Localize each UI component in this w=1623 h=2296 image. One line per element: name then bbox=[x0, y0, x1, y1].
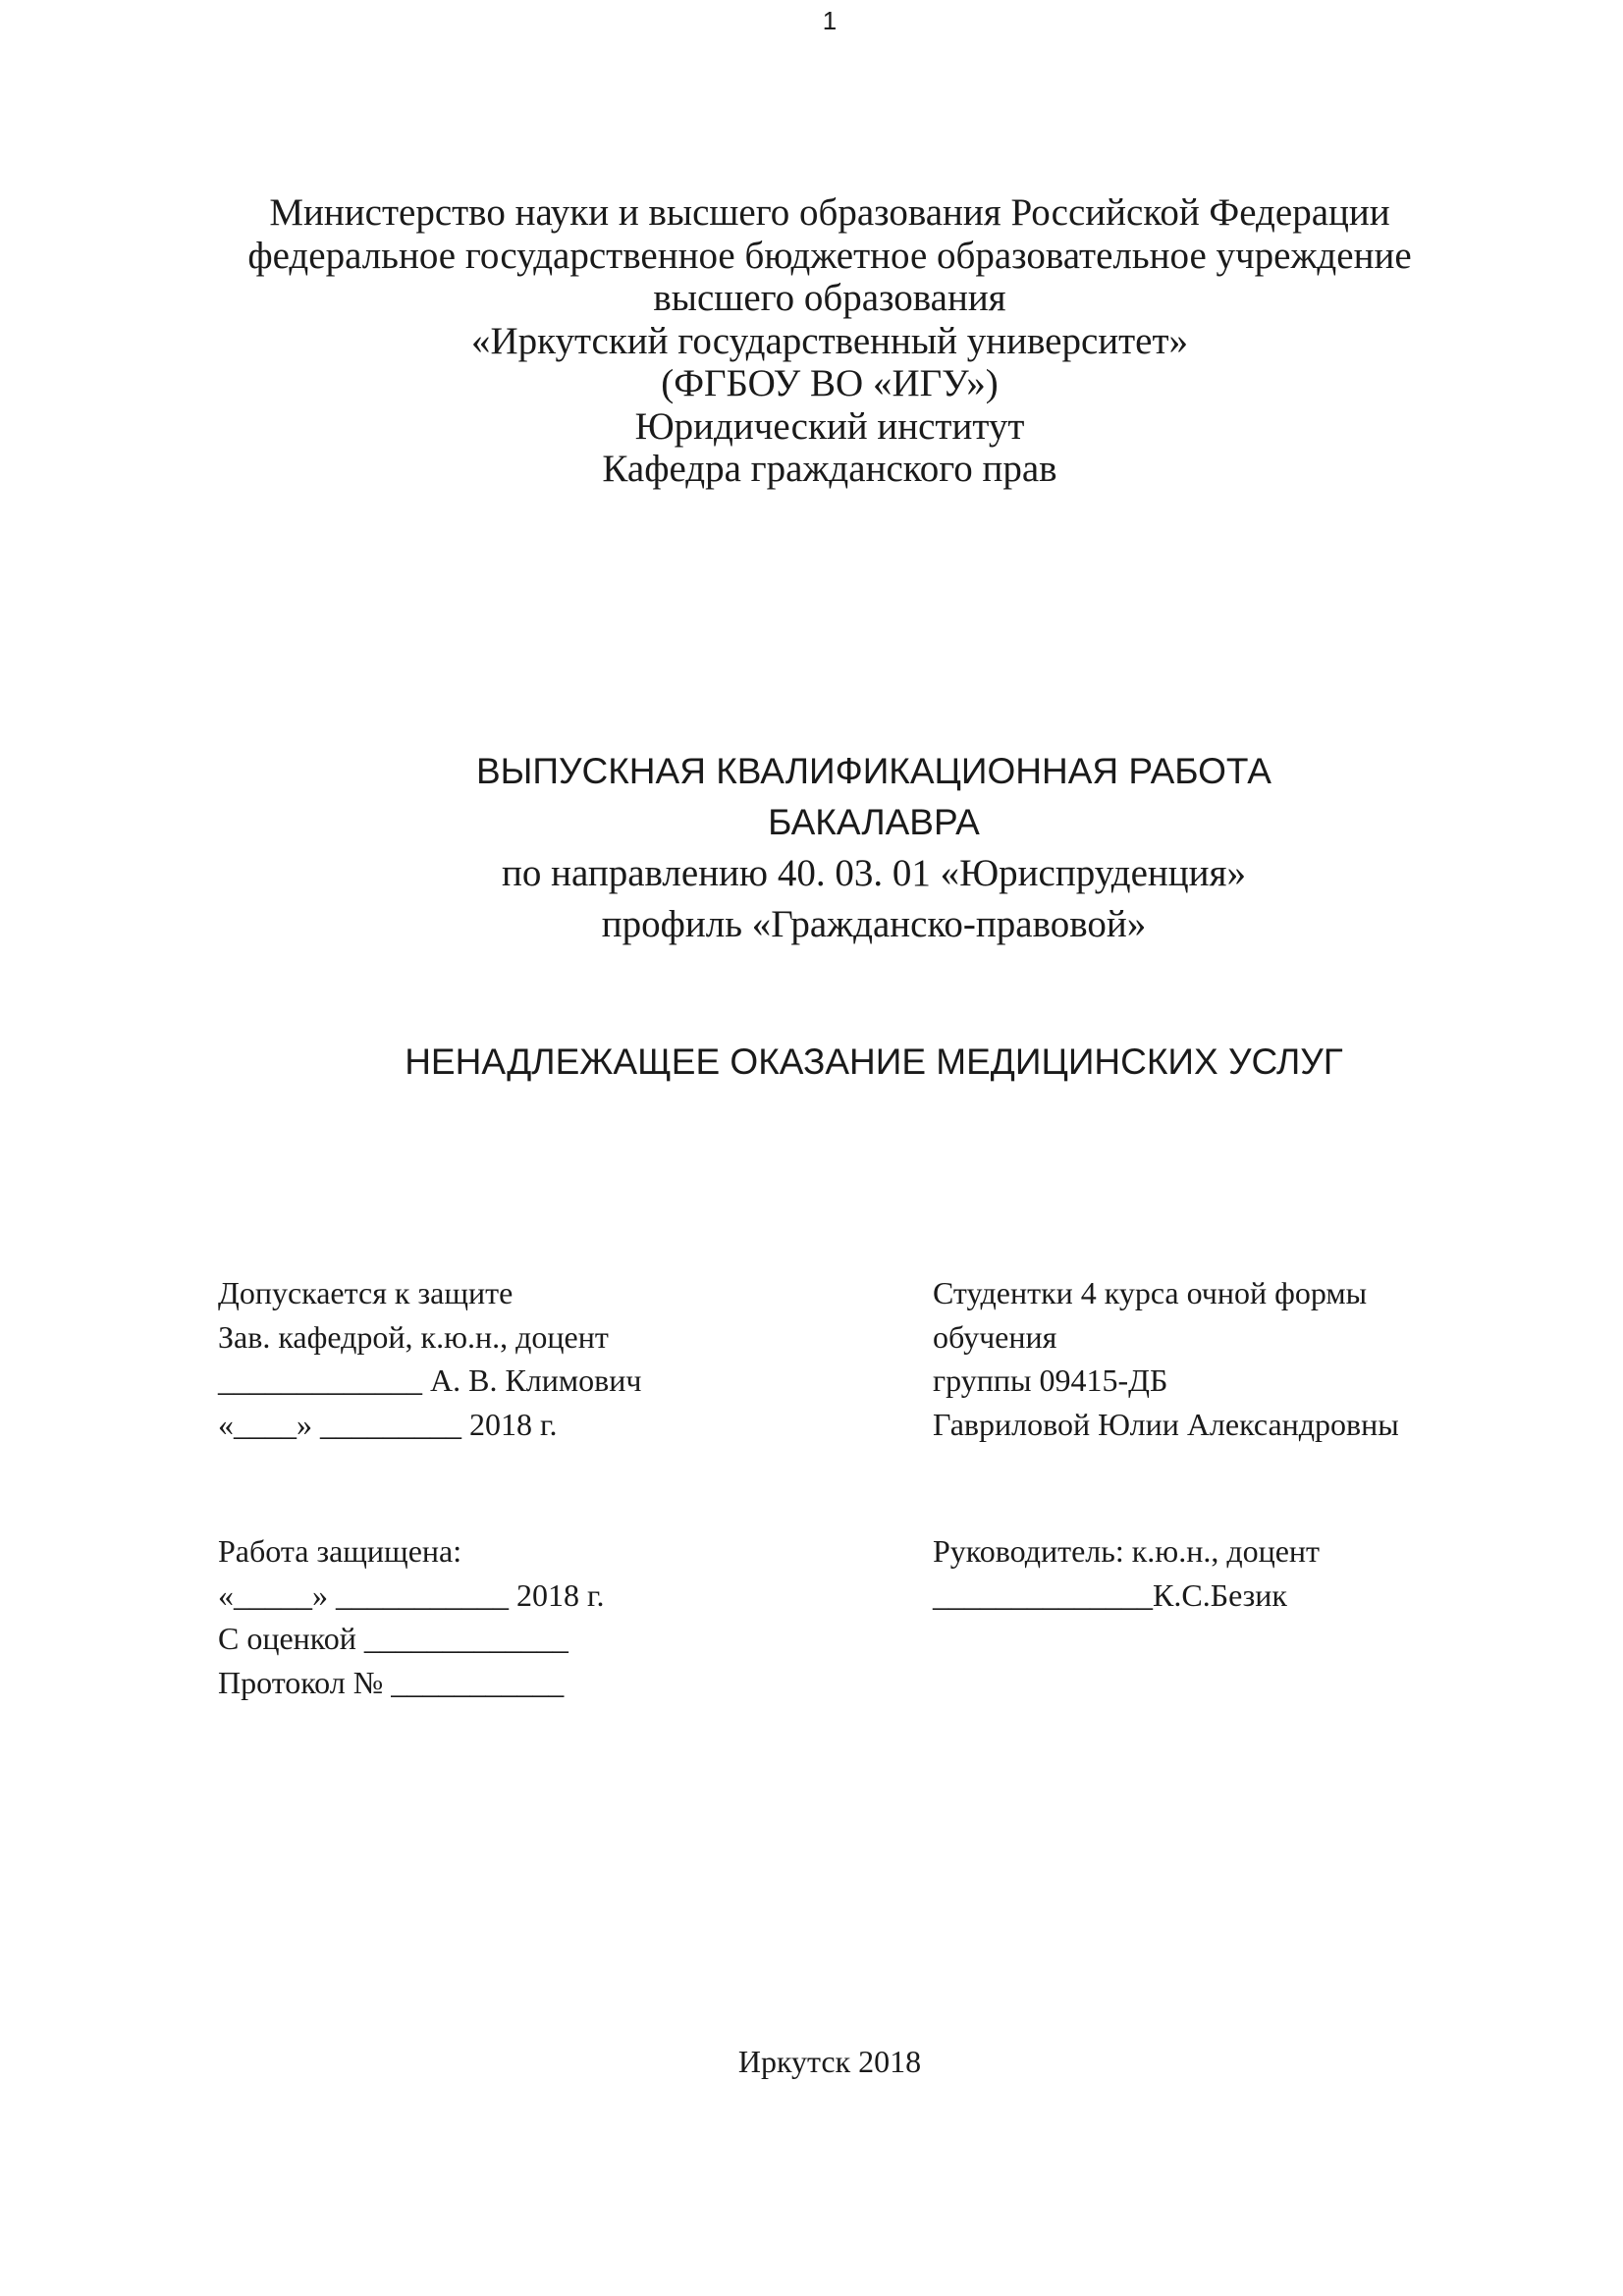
defense-protocol-line: Протокол № ___________ bbox=[218, 1664, 565, 1700]
institution-type-line: федеральное государственное бюджетное образовательное учреждение bbox=[247, 234, 1412, 277]
department-line: Кафедра гражданского прав bbox=[602, 448, 1057, 490]
admission-date-line: «____» _________ 2018 г. bbox=[218, 1406, 558, 1442]
university-abbreviation-line: (ФГБОУ ВО «ИГУ») bbox=[661, 362, 999, 404]
thesis-title: НЕНАДЛЕЖАЩЕЕ ОКАЗАНИЕ МЕДИЦИНСКИХ УСЛУГ bbox=[405, 1041, 1343, 1082]
student-name: Гавриловой Юлии Александровны bbox=[933, 1406, 1399, 1442]
admission-line1: Допускается к защите bbox=[218, 1275, 514, 1310]
thesis-profile: профиль «Гражданско-правовой» bbox=[601, 903, 1147, 945]
ministry-line: Министерство науки и высшего образования Российской Федерации bbox=[269, 191, 1390, 234]
defense-line1: Работа защищена: bbox=[218, 1533, 462, 1569]
supervisor-signature-line: ______________К.С.Безик bbox=[933, 1576, 1287, 1613]
page-number: 1 bbox=[822, 6, 838, 35]
defense-block bbox=[218, 1529, 605, 1704]
admission-block bbox=[218, 1271, 641, 1446]
admission-line2: Зав. кафедрой, к.ю.н., доцент bbox=[218, 1318, 609, 1355]
supervisor-line1: Руководитель: к.ю.н., доцент bbox=[933, 1533, 1321, 1569]
education-level-line: высшего образования bbox=[653, 277, 1006, 319]
thesis-type-line2: БАКАЛАВРА bbox=[768, 802, 980, 842]
student-block bbox=[933, 1271, 1399, 1446]
thesis-type-block bbox=[196, 746, 1551, 950]
institute-line: Юридический институт bbox=[634, 404, 1025, 448]
defense-grade-line: С оценкой _____________ bbox=[218, 1621, 568, 1656]
student-line1: Студентки 4 курса очной формы bbox=[933, 1275, 1368, 1310]
student-line2: обучения bbox=[933, 1318, 1057, 1355]
student-group: группы 09415-ДБ bbox=[933, 1362, 1168, 1398]
university-name-line: «Иркутский государственный университет» bbox=[470, 319, 1189, 362]
admission-signature-line: _____________ А. В. Климович bbox=[218, 1362, 642, 1398]
thesis-direction: по направлению 40. 03. 01 «Юриспруденция» bbox=[502, 852, 1246, 894]
city-year: Иркутск 2018 bbox=[737, 2044, 922, 2079]
defense-date-line: «_____» ___________ 2018 г. bbox=[218, 1576, 605, 1613]
supervisor-block bbox=[933, 1529, 1320, 1617]
thesis-type-line1: ВЫПУСКНАЯ КВАЛИФИКАЦИОННАЯ РАБОТА bbox=[476, 751, 1271, 791]
institution-header bbox=[0, 191, 1623, 491]
